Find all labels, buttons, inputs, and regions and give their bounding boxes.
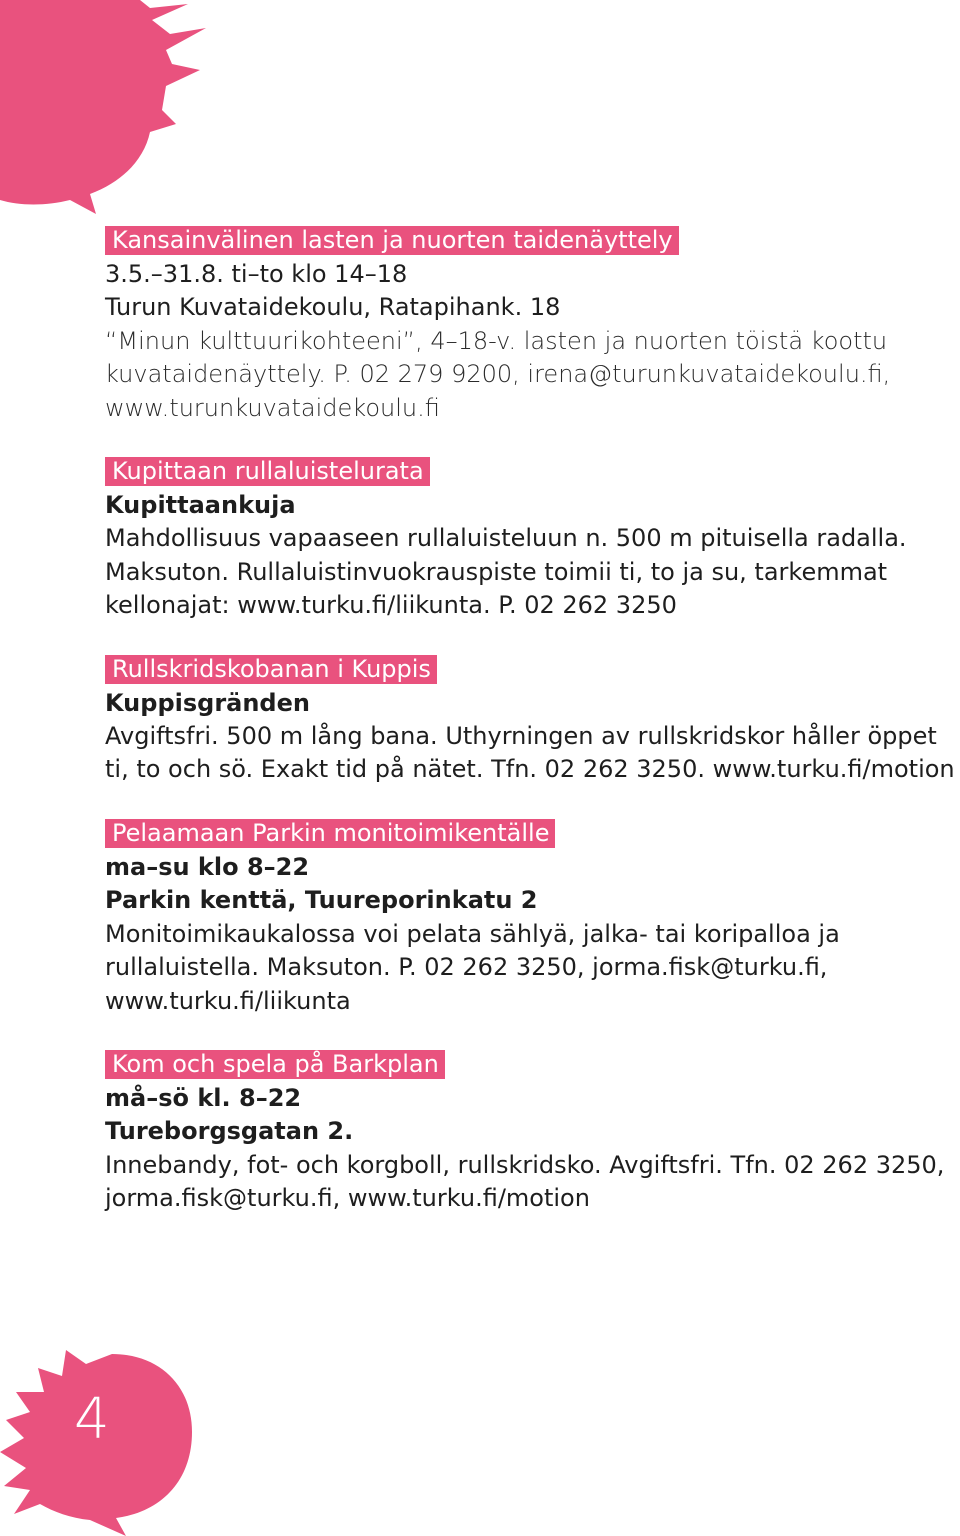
pink-splash-top-decoration — [0, 0, 230, 220]
event-description: “Minun kulttuurikohteeni”, 4–18-v. lasten ja nuorten töistä koottu — [105, 326, 888, 355]
section-heading: Kom och spela på Barkplan — [105, 1050, 445, 1079]
event-section — [105, 655, 960, 787]
event-description: www.turku.fi/liikunta — [105, 986, 351, 1015]
event-section — [105, 819, 960, 1018]
event-dates: må–sö kl. 8–22 — [105, 1083, 302, 1112]
event-description: rullaluistella. Maksuton. P. 02 262 3250, jorma.fisk@turku.fi, — [105, 953, 828, 982]
section-heading: Pelaamaan Parkin monitoimikentälle — [105, 819, 555, 848]
event-description: www.turunkuvataidekoulu.fi — [105, 393, 440, 422]
page-number: 4 — [74, 1387, 110, 1452]
event-dates: 3.5.–31.8. ti–to klo 14–18 — [105, 260, 408, 288]
event-address: Tureborgsgatan 2. — [105, 1117, 354, 1146]
section-heading: Rullskridskobanan i Kuppis — [105, 655, 437, 684]
event-address: Parkin kenttä, Tuureporinkatu 2 — [105, 886, 538, 915]
section-heading: Kupittaan rullaluistelurata — [105, 457, 430, 486]
event-address: Turun Kuvataidekoulu, Ratapihank. 18 — [105, 293, 561, 322]
event-listing — [105, 226, 960, 1248]
event-description: kuvataidenäyttely. P. 02 279 9200, irena@turunkuvataidekoulu.fi, — [105, 360, 891, 389]
event-address: Kuppisgränden — [105, 688, 310, 717]
event-section — [105, 1050, 960, 1216]
event-description: Monitoimikaukalossa voi pelata sählyä, jalka- tai koripalloa ja — [105, 919, 840, 948]
event-description: ti, to och sö. Exakt tid på nätet. Tfn. 02 262 3250. www.turku.fi/motion — [105, 755, 955, 784]
pink-splash-bottom-decoration — [0, 1340, 220, 1536]
event-description: Innebandy, fot- och korgboll, rullskridsko. Avgiftsfri. Tfn. 02 262 3250, — [105, 1150, 945, 1179]
event-section — [105, 226, 960, 425]
event-description: Avgiftsfri. 500 m lång bana. Uthyrningen av rullskridskor håller öppet — [105, 722, 937, 751]
event-dates: ma–su klo 8–22 — [105, 852, 310, 881]
event-description: Maksuton. Rullaluistinvuokrauspiste toimii ti, to ja su, tarkemmat — [105, 557, 888, 586]
event-description: kellonajat: www.turku.fi/liikunta. P. 02 262 3250 — [105, 591, 677, 620]
event-address: Kupittaankuja — [105, 491, 296, 520]
event-description: Mahdollisuus vapaaseen rullaluisteluun n. 500 m pituisella radalla. — [105, 524, 907, 553]
pink-splash-top-shape — [0, 0, 206, 214]
event-description: jorma.fisk@turku.fi, www.turku.fi/motion — [105, 1184, 590, 1213]
event-section — [105, 457, 960, 623]
section-heading: Kansainvälinen lasten ja nuorten taidenäyttely — [105, 226, 679, 255]
